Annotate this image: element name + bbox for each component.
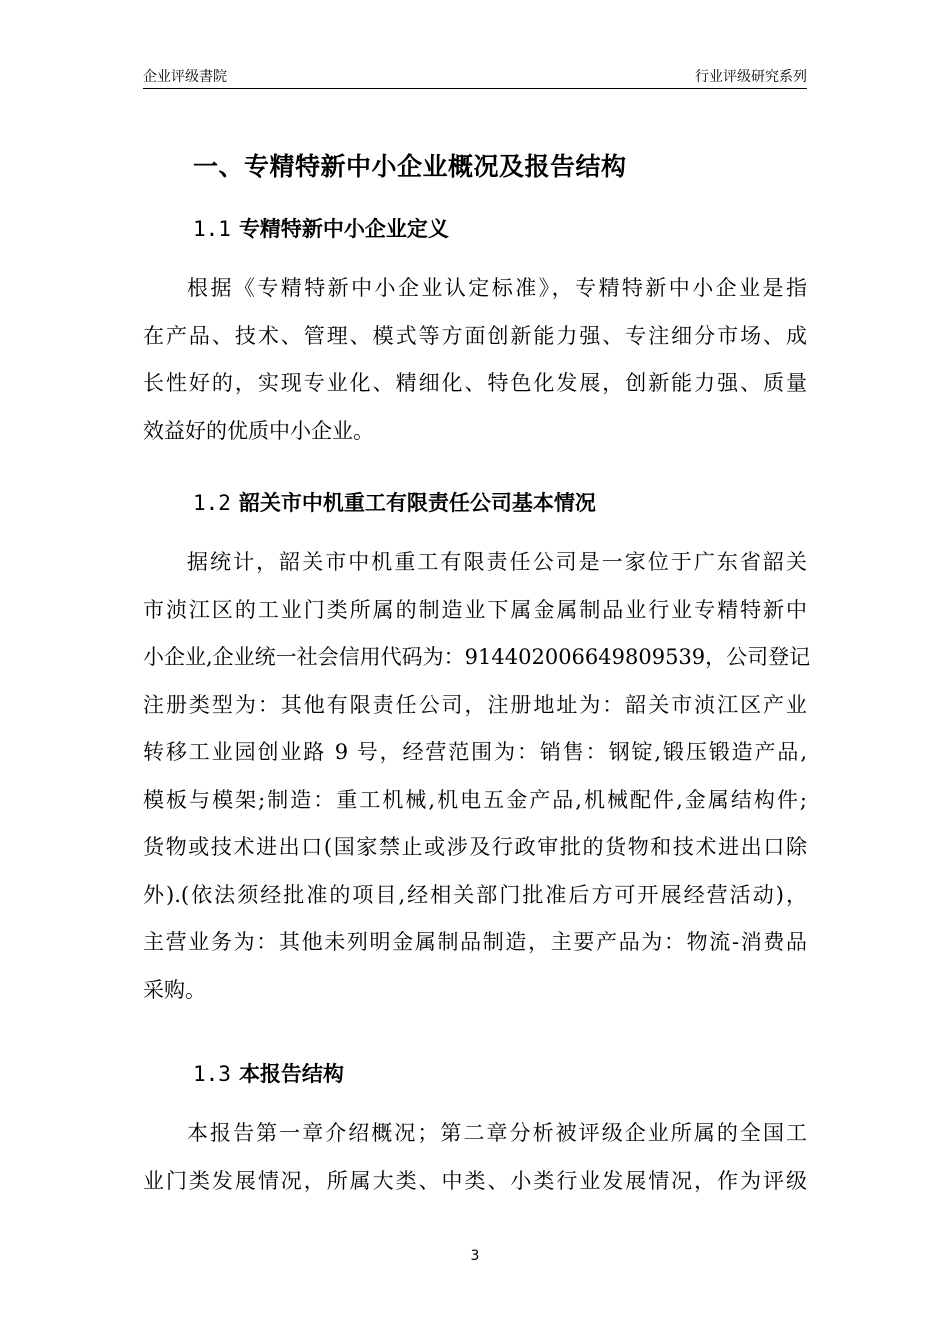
paragraph-line: 注册类型为：其他有限责任公司，注册地址为：韶关市浈江区产业 — [143, 692, 807, 717]
page-header — [143, 66, 807, 89]
section-heading-1-1 — [193, 213, 449, 243]
paragraph-line: 在产品、技术、管理、模式等方面创新能力强、专注细分市场、成 — [143, 323, 807, 348]
paragraph-line: 转移工业园创业路 9 号，经营范围为：销售：钢锭,锻压锻造产品, — [143, 740, 807, 764]
paragraph-line: 根据《专精特新中小企业认定标准》，专精特新中小企业是指 — [187, 276, 807, 300]
paragraph-line: 外).(依法须经批准的项目,经相关部门批准后方可开展经营活动)， — [143, 882, 807, 907]
paragraph-report-structure — [143, 1110, 807, 1205]
header-left-text: 企业评级書院 — [143, 69, 227, 85]
paragraph-line: 小企业,企业统一社会信用代码为：914402006649809539，公司登记 — [143, 645, 811, 669]
header-right-text: 行业评级研究系列 — [695, 69, 807, 85]
paragraph-line: 市浈江区的工业门类所属的制造业下属金属制品业行业专精特新中 — [143, 597, 807, 622]
paragraph-line: 模板与模架;制造：重工机械,机电五金产品,机械配件,金属结构件; — [143, 787, 807, 812]
section-title: 韶关市中机重工有限责任公司基本情况 — [238, 491, 596, 515]
section-heading-1-2 — [193, 487, 596, 517]
section-number: 1.1 — [193, 217, 231, 241]
paragraph-line: 据统计，韶关市中机重工有限责任公司是一家位于广东省韶关 — [187, 550, 807, 574]
section-number: 1.3 — [193, 1062, 231, 1086]
paragraph-line: 货物或技术进出口(国家禁止或涉及行政审批的货物和技术进出口除 — [143, 835, 807, 859]
section-title: 本报告结构 — [238, 1062, 344, 1086]
section-title: 专精特新中小企业定义 — [238, 217, 449, 241]
chapter-title: 一、专精特新中小企业概况及报告结构 — [193, 152, 627, 181]
paragraph-company-info — [143, 539, 811, 1014]
paragraph-line: 业门类发展情况，所属大类、中类、小类行业发展情况，作为评级 — [143, 1168, 807, 1193]
paragraph-definition — [143, 265, 807, 455]
section-heading-1-3 — [193, 1058, 344, 1088]
paragraph-line: 主营业务为：其他未列明金属制品制造，主要产品为：物流-消费品 — [143, 930, 807, 954]
section-number: 1.2 — [193, 491, 231, 515]
paragraph-line: 效益好的优质中小企业。 — [143, 418, 374, 443]
page-number: 3 — [470, 1248, 480, 1264]
paragraph-line: 采购。 — [143, 977, 206, 1002]
paragraph-line: 长性好的，实现专业化、精细化、特色化发展，创新能力强、质量 — [143, 371, 807, 395]
paragraph-line: 本报告第一章介绍概况；第二章分析被评级企业所属的全国工 — [187, 1121, 807, 1145]
